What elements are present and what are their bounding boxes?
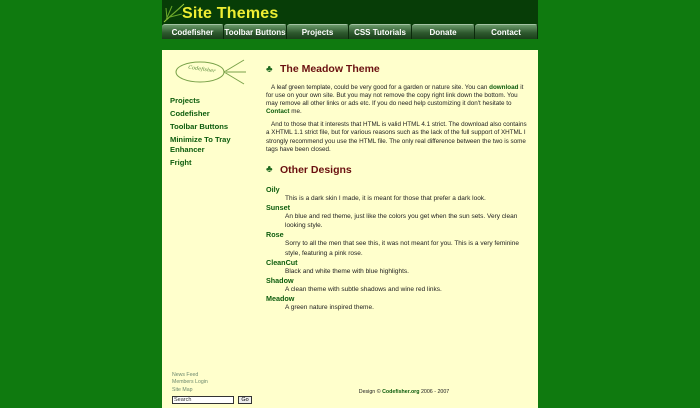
page-body <box>162 50 538 408</box>
heading-meadow-theme <box>266 62 528 76</box>
design-name-meadow[interactable]: Meadow <box>266 294 295 304</box>
design-desc: A green nature inspired theme. <box>285 304 374 312</box>
nav-donate[interactable]: Donate <box>412 24 475 39</box>
designs-list <box>266 185 528 313</box>
heading-text: The Meadow Theme <box>280 63 380 75</box>
clover-icon: ♣ <box>266 164 273 176</box>
members-login-link[interactable]: Members Login <box>172 379 208 386</box>
search-go-button[interactable]: Go <box>238 396 252 404</box>
fish-icon[interactable] <box>172 56 247 91</box>
p1-text-a: A leaf green template, could be very good for a garden or nature site. You can <box>271 84 490 91</box>
nav-projects[interactable]: Projects <box>287 24 349 39</box>
design-desc: A clean theme with subtle shadows and wine red links. <box>285 285 442 293</box>
fish-logo-text: Codefisher <box>187 64 216 75</box>
news-feed-link[interactable]: News Feed <box>172 372 199 378</box>
clover-icon: ♣ <box>266 63 273 75</box>
site-title[interactable]: Site Themes <box>182 5 279 22</box>
design-name-sunset[interactable]: Sunset <box>266 202 290 212</box>
design-desc: Black and white theme with blue highlights. <box>285 267 409 275</box>
design-desc: This is a dark skin I made, it is meant for those that prefer a dark look. <box>285 194 486 202</box>
sidebar-item-projects[interactable]: Projects <box>170 96 200 105</box>
design-desc: An blue and red theme, just like the colors you get when the sun sets. Very clean looking style. <box>285 212 518 230</box>
design-name-oily[interactable]: Oily <box>266 184 280 194</box>
search-input[interactable]: Search <box>172 396 234 404</box>
sidebar-item-fright[interactable]: Fright <box>170 157 192 167</box>
heading-other-designs <box>266 163 528 177</box>
footer <box>324 389 484 395</box>
sidebar-nav <box>170 96 250 171</box>
sidebar-item-codefisher[interactable]: Codefisher <box>170 109 210 118</box>
main-content <box>266 62 528 312</box>
heading-text: Other Designs <box>280 163 352 176</box>
p1-text-b: it for use on your own site. But you may not remove the copy right link down the bottom. You may remove all other links or ads etc. If you do need help customizing it don't hesitate to <box>266 84 524 108</box>
footer-suffix: 2006 - 2007 <box>419 389 450 395</box>
download-link[interactable]: download <box>489 84 519 91</box>
design-desc: Sorry to all the men that see this, it was not meant for you. This is a very feminine style, featuring a pink rose. <box>285 240 519 257</box>
design-name-cleancut[interactable]: CleanCut <box>266 257 298 267</box>
nav-contact[interactable]: Contact <box>475 24 538 39</box>
sidebar-item-minimize-to-tray[interactable]: Minimize To Tray Enhancer <box>170 135 231 154</box>
p1-text-c: me. <box>289 108 302 116</box>
contact-link[interactable]: Contact <box>266 108 290 116</box>
site-map-link[interactable]: Site Map <box>172 386 193 393</box>
intro-paragraph <box>266 84 528 116</box>
nav-toolbar-buttons[interactable]: Toolbar Buttons <box>224 24 287 39</box>
validity-paragraph: And to those that it interests that HTML is valid HTML 4.1 strict. The download also contains a XHTML 1.1 strict file, but for various reasons such as the lack of the full support of XHTML I strongly recommend you use the HTML file. The only real difference between the two is some tags have been closed. <box>266 121 527 153</box>
footer-link[interactable]: Codefisher.org <box>382 389 420 395</box>
footer-prefix: Design © <box>358 389 383 395</box>
design-name-shadow[interactable]: Shadow <box>266 275 294 285</box>
nav-codefisher[interactable]: Codefisher <box>162 24 224 39</box>
nav-css-tutorials[interactable]: CSS Tutorials <box>349 24 412 39</box>
sidebar-small-links <box>172 372 208 394</box>
main-nav <box>162 24 538 39</box>
design-name-rose[interactable]: Rose <box>266 230 284 240</box>
sidebar-item-toolbar-buttons[interactable]: Toolbar Buttons <box>170 122 229 131</box>
